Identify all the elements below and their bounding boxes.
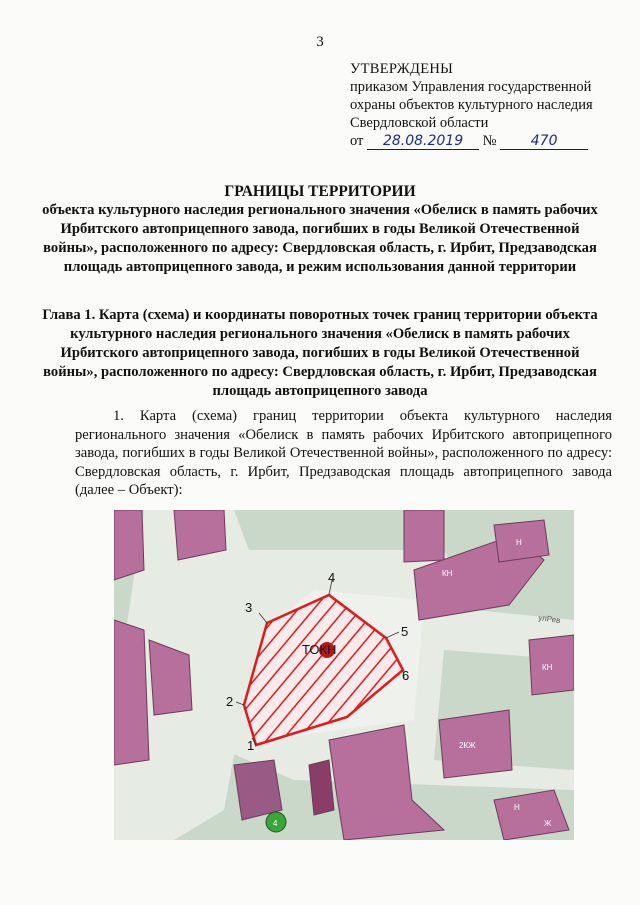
point-label: 2 [226,694,234,709]
approval-date: 28.08.2019 [367,132,479,150]
approval-heading: УТВЕРЖДЕНЫ [350,61,454,77]
approval-number: 470 [500,132,588,150]
chapter-heading: Глава 1. Карта (схема) и координаты поворотных точек границ территории объекта культурного наследия регионального значения «Обелиск в память рабочих Ирбитского автоприцепного завода, погибших в годы Великой Отечественной войны», расположенного по адресу: Свердловская область, г. Ирбит, Предзаводская площадь автоприцепного завода [42,307,598,399]
point-label: 1 [247,738,255,753]
approval-line: Свердловской области [350,115,489,131]
object-label: ТОКН [302,642,337,657]
circle-label: 4 [273,819,278,828]
approval-block [350,60,630,150]
approval-date-line [350,132,630,150]
building [234,760,282,820]
title-sub: объекта культурного наследия регионального значения «Обелиск в память рабочих Ирбитского автоприцепного завода, погибших в годы Великой Отечественной войны», расположенного по адресу: Свердловская область, г. Ирбит, Предзаводская площадь автоприцепного завода, и режим использования данной территории [42,202,598,275]
building [404,510,444,562]
building-label: Н [516,538,522,547]
building [114,510,144,580]
building [309,760,334,815]
point-label: 6 [402,668,410,683]
number-label: № [482,133,497,149]
point-label: 5 [401,624,409,639]
building-label: КН [442,569,453,578]
page-number: 3 [316,34,324,50]
point-label: 3 [245,600,253,615]
document-title [40,182,600,277]
paragraph-1: 1. Карта (схема) границ территории объекта культурного наследия регионального значения «Обелиск в память рабочих Ирбитского автоприцепного завода, погибших в годы Великой Отечественной войны», расположенного по адресу: Свердловская область, г. Ирбит, Предзаводская площадь автоприцепного завода (далее – Объект): [75,408,612,498]
approval-line: приказом Управления государственной [350,79,592,95]
building-label: Ж [544,819,552,828]
building-label: Н [514,803,520,812]
building-label: КН [542,663,553,672]
boundary-map [114,510,574,840]
street-label: улРев [537,613,561,626]
from-label: от [350,133,364,149]
building-label: 2КЖ [459,741,476,750]
approval-line: охраны объектов культурного наследия [350,97,593,113]
point-label: 4 [328,570,336,585]
title-main: ГРАНИЦЫ ТЕРРИТОРИИ [224,183,416,200]
building [439,710,512,778]
building [114,620,149,765]
